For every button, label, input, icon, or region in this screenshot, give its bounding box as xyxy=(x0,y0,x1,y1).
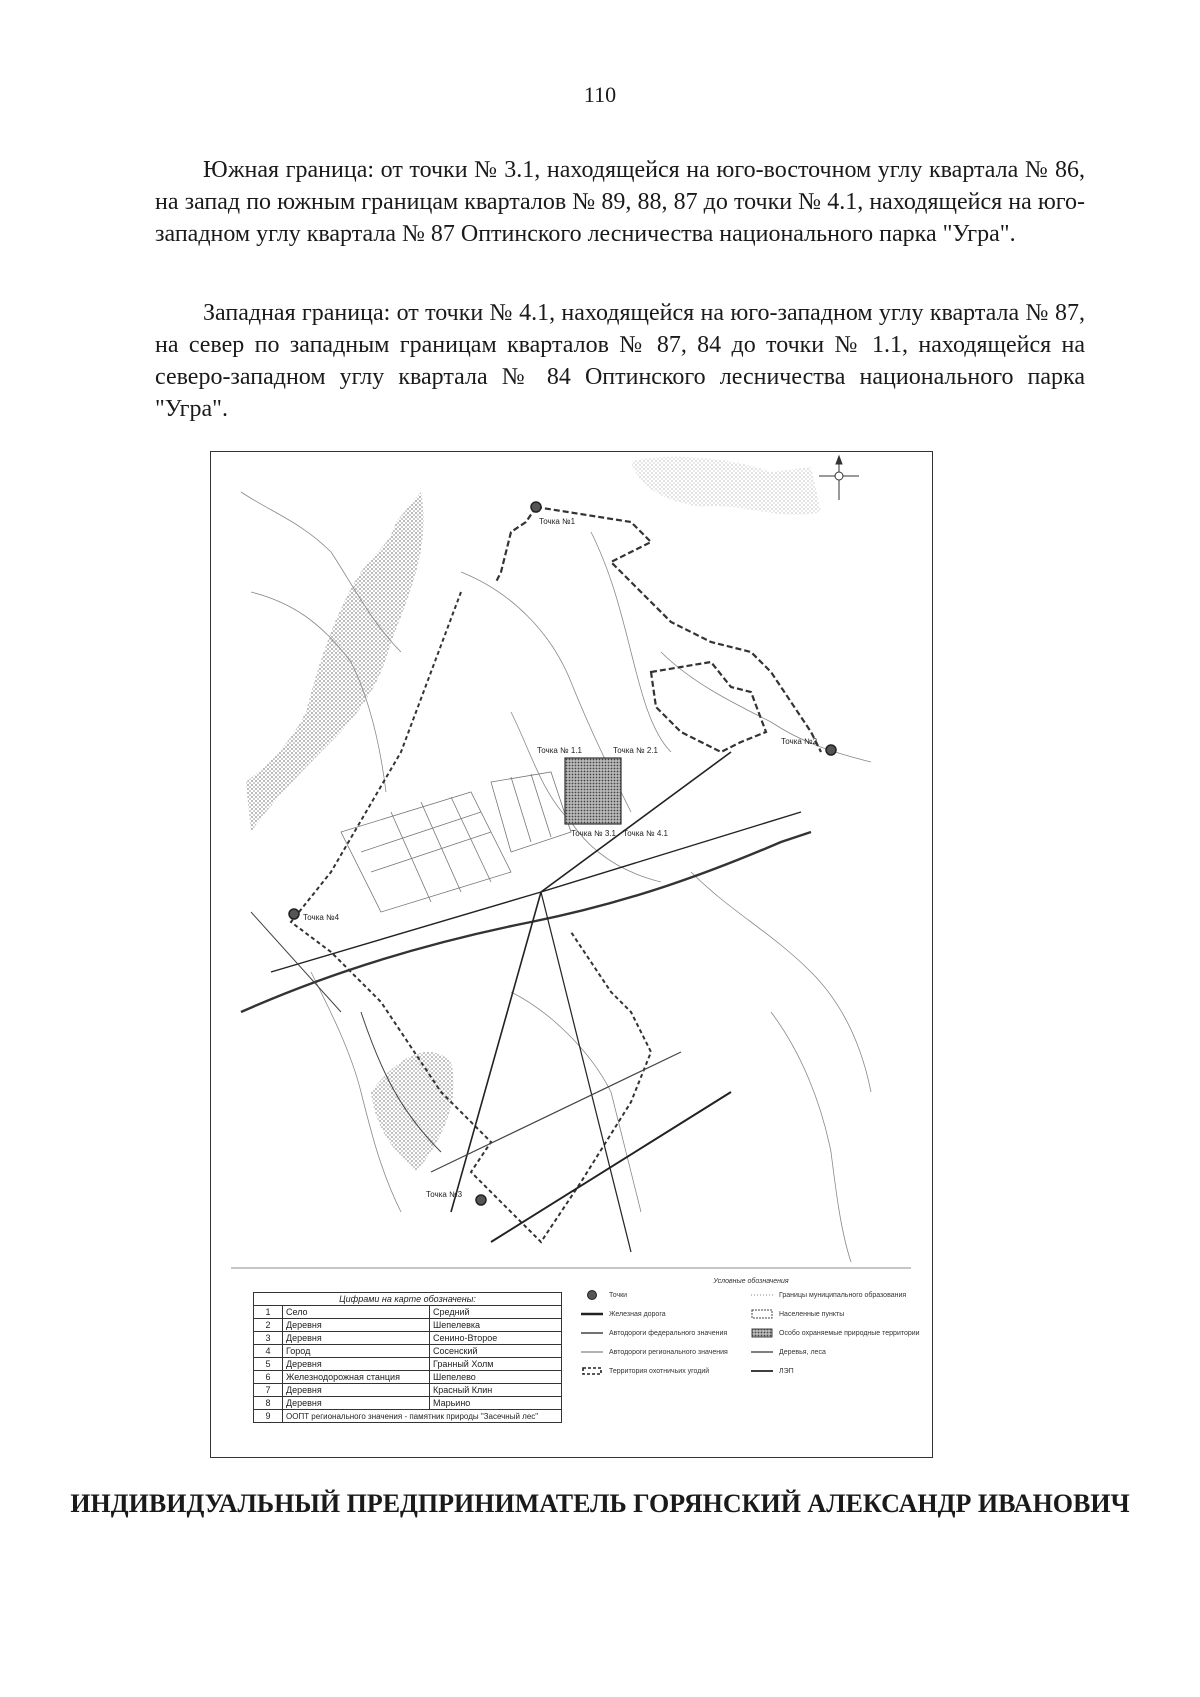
point-4-marker xyxy=(289,909,299,919)
legend-item: Особо охраняемые природные территории xyxy=(751,1327,921,1339)
regional-road-2 xyxy=(451,892,541,1212)
railway-line-icon xyxy=(581,1309,603,1319)
power-line-icon xyxy=(751,1366,773,1376)
table-row: 7 Деревня Красный Клин xyxy=(254,1384,562,1397)
power-line xyxy=(491,1092,731,1242)
label-point-3-1: Точка № 3.1 xyxy=(571,829,616,838)
quarter-grid xyxy=(341,772,571,912)
legend-item: ЛЭП xyxy=(751,1365,921,1377)
dotted-boundary-icon xyxy=(751,1290,773,1300)
table-row: 1 Село Средний xyxy=(254,1306,562,1319)
point-marker-icon xyxy=(581,1290,603,1300)
legend-item: Автодороги федерального значения xyxy=(581,1327,751,1339)
table-row: 9 ООПТ регионального значения - памятник природы "Засечный лес" xyxy=(254,1410,562,1423)
protected-area-icon xyxy=(751,1328,773,1338)
forest-area-east xyxy=(631,457,821,515)
federal-road-icon xyxy=(581,1328,603,1338)
map-drawing xyxy=(211,452,932,1272)
map-symbols-legend xyxy=(581,1278,921,1377)
legend-item: Населенные пункты xyxy=(751,1308,921,1320)
company-title: ИНДИВИДУАЛЬНЫЙ ПРЕДПРИНИМАТЕЛЬ ГОРЯНСКИЙ АЛЕКСАНДР ИВАНОВИЧ xyxy=(70,1489,1130,1518)
hunting-area-boundary-north xyxy=(536,507,821,752)
protected-area-zasechny-les xyxy=(565,758,621,824)
hunting-area-enclave xyxy=(651,662,766,752)
hunting-area-map xyxy=(210,451,933,1458)
forest-icon xyxy=(751,1347,773,1357)
legend-item: Железная дорога xyxy=(581,1308,751,1320)
table-row: 8 Деревня Марьино xyxy=(254,1397,562,1410)
label-point-2: Точка №2 xyxy=(781,737,818,746)
paragraph-west-boundary: Западная граница: от точки № 4.1, находящейся на юго-западном углу квартала № 87, на север по западным границам кварталов № 87, 84 до точки № 1.1, находящейся на северо-западном углу квартала № 84 Оптинского лесничества национального парка "Угра". xyxy=(155,300,1085,422)
label-point-3: Точка №3 xyxy=(426,1190,463,1199)
hunting-area-icon xyxy=(581,1366,603,1376)
terrain-lines xyxy=(241,492,871,1262)
regional-road-icon xyxy=(581,1347,603,1357)
label-point-1: Точка №1 xyxy=(539,517,576,526)
map-legend-table xyxy=(253,1292,562,1423)
legend-item: Деревья, леса xyxy=(751,1346,921,1358)
settlement-hatch-icon xyxy=(751,1309,773,1319)
point-1-marker xyxy=(531,502,541,512)
table-row: 6 Железнодорожная станция Шепелево xyxy=(254,1371,562,1384)
table-row: 4 Город Сосенский xyxy=(254,1345,562,1358)
symbols-title: Условные обозначения xyxy=(713,1278,789,1285)
table-row: 2 Деревня Шепелевка xyxy=(254,1319,562,1332)
table-row: 3 Деревня Сенино-Второе xyxy=(254,1332,562,1345)
label-point-4-1: Точка № 4.1 xyxy=(623,829,668,838)
point-3-marker xyxy=(476,1195,486,1205)
point-2-marker xyxy=(826,745,836,755)
legend-item: Границы муниципального образования xyxy=(751,1289,921,1301)
forest-area-north xyxy=(246,492,424,832)
paragraph-south-boundary: Южная граница: от точки № 3.1, находящейся на юго-восточном углу квартала № 86, на запад по южным границам кварталов № 89, 88, 87 до точки № 4.1, находящейся на юго-западном углу квартала № 87 Оптинского лесничества национального парка "Угра". xyxy=(155,157,1085,247)
page-number: 110 xyxy=(583,82,617,107)
north-arrow-icon xyxy=(819,456,859,500)
label-point-1-1: Точка № 1.1 xyxy=(537,746,582,755)
table-row: 5 Деревня Гранный Холм xyxy=(254,1358,562,1371)
railway-line xyxy=(271,812,801,972)
label-point-4: Точка №4 xyxy=(303,913,340,922)
legend-item: Территория охотничьих угодий xyxy=(581,1365,751,1377)
legend-item: Автодороги регионального значения xyxy=(581,1346,751,1358)
federal-road xyxy=(241,832,811,1012)
legend-item: Точки xyxy=(581,1289,751,1301)
legend-table-title: Цифрами на карте обозначены: xyxy=(254,1293,562,1306)
regional-road-3 xyxy=(541,892,631,1252)
label-point-2-1: Точка № 2.1 xyxy=(613,746,658,755)
